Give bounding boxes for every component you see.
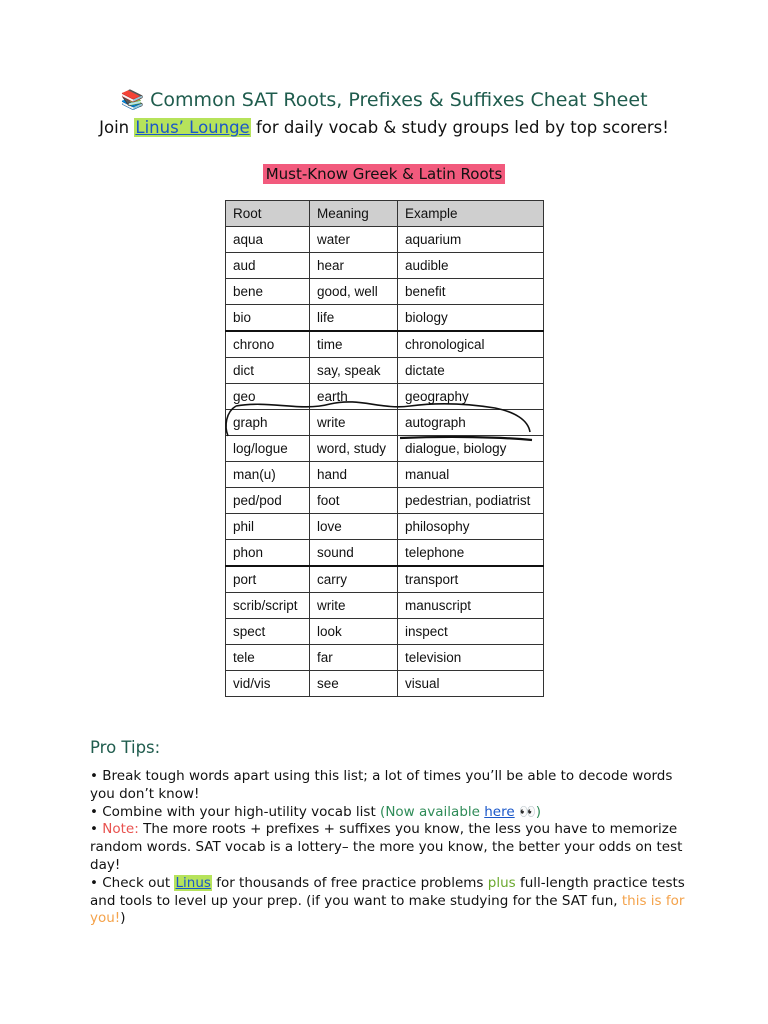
tip-2-text: • Combine with your high-utility vocab list	[90, 803, 381, 820]
tip-4-post: full-length practice tests and tools to level up your prep. (if you want to make studying for the SAT fun,	[90, 874, 685, 909]
table-header-row	[226, 201, 544, 227]
cell-root: scrib/script	[226, 593, 310, 619]
table-row	[226, 279, 544, 305]
tip-2-paren	[380, 804, 541, 820]
cell-root: bene	[226, 279, 310, 305]
linus-link[interactable]: Linus	[175, 874, 211, 891]
cell-meaning: look	[310, 619, 398, 645]
tip-4-orange: this is for you!	[90, 892, 685, 927]
cell-example: pedestrian, podiatrist	[398, 488, 544, 514]
cell-meaning: love	[310, 514, 398, 540]
tip-3	[90, 821, 690, 874]
books-icon: 📚	[120, 89, 145, 111]
table-row	[226, 619, 544, 645]
tip-2-paren-open: (Now available	[380, 803, 485, 820]
table-row	[226, 488, 544, 514]
cell-meaning: sound	[310, 540, 398, 567]
cell-meaning: word, study	[310, 436, 398, 462]
linus-lounge-link[interactable]: Linus’ Lounge	[135, 118, 250, 137]
table-row	[226, 514, 544, 540]
table-row	[226, 540, 544, 567]
cell-meaning: life	[310, 305, 398, 332]
cell-example: aquarium	[398, 227, 544, 253]
tip-4-mid: for thousands of free practice problems	[211, 874, 488, 891]
cell-root: aud	[226, 253, 310, 279]
table-row	[226, 305, 544, 332]
tip-4-end: )	[120, 910, 126, 927]
cell-root: tele	[226, 645, 310, 671]
cell-example: chronological	[398, 331, 544, 358]
section-heading	[0, 164, 768, 183]
cell-example: dialogue, biology	[398, 436, 544, 462]
cell-root: ped/pod	[226, 488, 310, 514]
header-root: Root	[226, 201, 310, 227]
cell-root: log/logue	[226, 436, 310, 462]
cell-root: vid/vis	[226, 671, 310, 697]
tip-3-bullet: •	[90, 821, 103, 838]
subtitle-post: for daily vocab & study groups led by top scorers!	[250, 118, 669, 137]
eyes-icon: 👀	[514, 803, 536, 820]
cell-example: benefit	[398, 279, 544, 305]
cell-meaning: carry	[310, 566, 398, 593]
cell-example: manual	[398, 462, 544, 488]
table-body	[226, 227, 544, 697]
cell-root: chrono	[226, 331, 310, 358]
tip-3-note: Note:	[102, 821, 139, 838]
cell-root: geo	[226, 384, 310, 410]
cell-meaning: write	[310, 410, 398, 436]
cell-root: bio	[226, 305, 310, 332]
table-row	[226, 253, 544, 279]
table-row	[226, 566, 544, 593]
vocab-list-link[interactable]: here	[484, 803, 515, 820]
table-row	[226, 227, 544, 253]
table-row	[226, 410, 544, 436]
cell-meaning: write	[310, 593, 398, 619]
cell-meaning: far	[310, 645, 398, 671]
table-row	[226, 384, 544, 410]
cell-meaning: earth	[310, 384, 398, 410]
header-meaning: Meaning	[310, 201, 398, 227]
cell-meaning: time	[310, 331, 398, 358]
cell-meaning: hear	[310, 253, 398, 279]
cell-meaning: foot	[310, 488, 398, 514]
title-text: Common SAT Roots, Prefixes & Suffixes Cheat Sheet	[150, 89, 648, 111]
tip-4-plus: plus	[487, 874, 516, 891]
cell-example: inspect	[398, 619, 544, 645]
cell-example: autograph	[398, 410, 544, 436]
cell-meaning: say, speak	[310, 358, 398, 384]
cell-root: man(u)	[226, 462, 310, 488]
cell-example: television	[398, 645, 544, 671]
table-row	[226, 671, 544, 697]
cell-example: transport	[398, 566, 544, 593]
cell-meaning: good, well	[310, 279, 398, 305]
cell-meaning: water	[310, 227, 398, 253]
subtitle-pre: Join	[99, 118, 135, 137]
pro-tips-list	[90, 768, 690, 928]
cell-root: port	[226, 566, 310, 593]
table-row	[226, 436, 544, 462]
cell-example: biology	[398, 305, 544, 332]
cell-example: philosophy	[398, 514, 544, 540]
cell-root: phil	[226, 514, 310, 540]
table-row	[226, 593, 544, 619]
header-example: Example	[398, 201, 544, 227]
cell-root: dict	[226, 358, 310, 384]
table-row	[226, 462, 544, 488]
pro-tips-heading: Pro Tips:	[90, 738, 161, 757]
tip-1: • Break tough words apart using this list; a lot of times you’ll be able to decode words you don’t know!	[90, 768, 673, 802]
tip-2	[90, 804, 690, 822]
table-row	[226, 358, 544, 384]
tip-2-paren-close: )	[535, 803, 542, 820]
cell-example: geography	[398, 384, 544, 410]
table-row	[226, 331, 544, 358]
cell-meaning: see	[310, 671, 398, 697]
cell-example: manuscript	[398, 593, 544, 619]
section-title: Must-Know Greek & Latin Roots	[263, 164, 506, 184]
tip-3-text: The more roots + prefixes + suffixes you know, the less you have to memorize random words. SAT vocab is a lottery– the more you know, the better your odds on test day!	[90, 821, 683, 873]
page-title	[0, 88, 768, 111]
cell-root: aqua	[226, 227, 310, 253]
cell-example: dictate	[398, 358, 544, 384]
cell-root: spect	[226, 619, 310, 645]
cell-root: graph	[226, 410, 310, 436]
subtitle	[0, 118, 768, 137]
cell-example: telephone	[398, 540, 544, 567]
cell-example: audible	[398, 253, 544, 279]
cell-example: visual	[398, 671, 544, 697]
table-row	[226, 645, 544, 671]
tip-4	[90, 875, 690, 928]
cell-root: phon	[226, 540, 310, 567]
cell-meaning: hand	[310, 462, 398, 488]
roots-table	[225, 200, 544, 697]
tip-4-pre: • Check out	[90, 874, 175, 891]
